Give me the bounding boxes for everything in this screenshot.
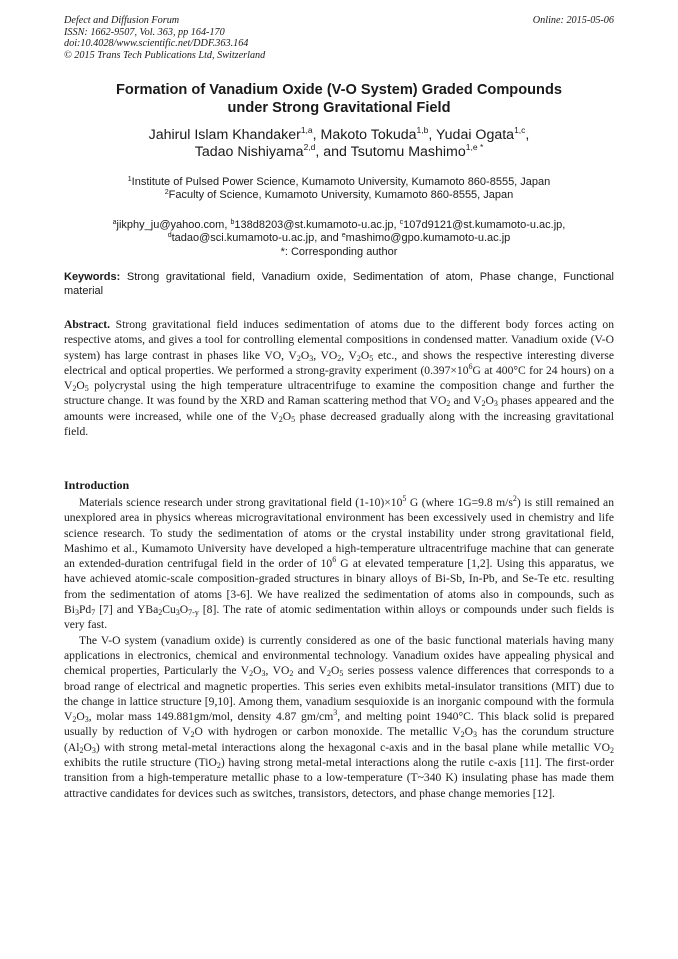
author-separator: , bbox=[525, 127, 530, 143]
abstract bbox=[64, 317, 614, 439]
keywords-text: Strong gravitational field, Vanadium oxide, Sedimentation of atom, Phase change, Functional material bbox=[64, 271, 614, 297]
affiliation-mark: 1 bbox=[127, 176, 132, 183]
paragraph-text: has the corundum structure (Al bbox=[64, 725, 614, 754]
subscript: 2 bbox=[79, 745, 84, 755]
paragraph-text: , and melting point 1940°C. This black solid is prepared usually by reduction of V bbox=[64, 710, 614, 739]
paragraph-text: ) with strong metal-metal interactions along the hexagonal c-axis and in the basal plane while metallic VO bbox=[95, 740, 610, 754]
subscript: 2 bbox=[278, 414, 283, 424]
subscript: 2 bbox=[356, 353, 361, 363]
email-mark: d bbox=[167, 232, 172, 240]
affiliation-mark: 2 bbox=[164, 189, 169, 197]
author-affil-mark: 1,a bbox=[300, 125, 313, 135]
superscript: 5 bbox=[402, 494, 407, 503]
subscript: 5 bbox=[339, 669, 344, 679]
subscript: 2 bbox=[72, 715, 77, 725]
title-line-2: under Strong Gravitational Field bbox=[227, 99, 451, 116]
paragraph-text: O bbox=[179, 603, 189, 617]
subscript: 2 bbox=[446, 399, 451, 409]
subscript: 3 bbox=[74, 608, 79, 618]
abstract-text: O bbox=[76, 379, 85, 393]
author-affil-mark: 1,e * bbox=[465, 142, 484, 153]
paragraph-text: O with hydrogen or carbon monoxide. The metallic V bbox=[194, 725, 461, 739]
subscript: 2 bbox=[481, 399, 486, 409]
email-link[interactable]: tadao@sci.kumamoto-u.ac.jp bbox=[171, 232, 315, 245]
journal-header bbox=[64, 15, 265, 61]
abstract-text: , V bbox=[341, 348, 357, 362]
abstract-text: G at 400°C for 24 hours) on a V bbox=[64, 363, 615, 393]
email-mark: c bbox=[399, 219, 404, 226]
subscript: 5 bbox=[291, 414, 296, 424]
email-mark: e bbox=[341, 232, 346, 240]
author-name: Tsutomu Mashimo bbox=[350, 144, 466, 161]
email-separator: , bbox=[393, 219, 400, 231]
paragraph-text: and V bbox=[293, 664, 328, 678]
title-line-1: Formation of Vanadium Oxide (V-O System) Graded Compounds bbox=[116, 82, 562, 98]
superscript: 6 bbox=[332, 555, 337, 565]
subscript: 7-y bbox=[188, 608, 199, 618]
email-link[interactable]: 138d8203@st.kumamoto-u.ac.jp bbox=[234, 219, 394, 231]
subscript: 5 bbox=[369, 353, 374, 363]
abstract-text: phase decreased gradually along with the increasing gravitational field. bbox=[64, 409, 614, 439]
email-mark: b bbox=[230, 219, 235, 226]
abstract-label: Abstract. bbox=[64, 318, 111, 331]
author-name: Tadao Nishiyama bbox=[194, 144, 304, 161]
journal-issn: ISSN: 1662-9507, Vol. 363, pp 164-170 bbox=[64, 26, 225, 38]
subscript: 3 bbox=[261, 669, 266, 679]
author-affil-mark: 1,c bbox=[514, 125, 526, 135]
paragraph-text: The V-O system (vanadium oxide) is currently considered as one of the basic functional materials having many applications in electronics, chemical and environmental technology. Vanadium oxides have appealing physical and chemical properties, Particularly the V bbox=[64, 633, 614, 678]
paragraph-text: O bbox=[83, 740, 92, 754]
email-mark: a bbox=[112, 219, 117, 226]
subscript: 2 bbox=[158, 608, 163, 618]
author-separator: , bbox=[312, 127, 321, 143]
author-affil-mark: 2,d bbox=[303, 142, 316, 153]
affiliation-2 bbox=[64, 189, 614, 202]
abstract-text: O bbox=[360, 348, 370, 362]
affiliation-text: Institute of Pulsed Power Science, Kumamoto University, Kumamoto 860-8555, Japan bbox=[131, 176, 551, 188]
email-separator: , bbox=[562, 219, 566, 231]
author-line-2 bbox=[64, 144, 614, 161]
abstract-text: O bbox=[485, 394, 494, 408]
subscript: 3 bbox=[493, 399, 498, 409]
abstract-text: phases appeared and the amounts were increased, while one of the V bbox=[64, 394, 614, 423]
subscript: 2 bbox=[216, 761, 221, 771]
abstract-text: O bbox=[300, 348, 310, 362]
author-name: Jahirul Islam Khandaker bbox=[148, 127, 301, 143]
affiliations bbox=[64, 176, 614, 203]
superscript: 3 bbox=[333, 708, 338, 718]
paragraph-text: , VO bbox=[265, 664, 290, 678]
journal-name: Defect and Diffusion Forum bbox=[64, 15, 180, 26]
subscript: 2 bbox=[610, 745, 614, 755]
paragraph-text: O bbox=[331, 664, 340, 678]
paragraph bbox=[64, 633, 614, 801]
paragraph bbox=[64, 495, 614, 633]
keywords bbox=[64, 271, 614, 298]
subscript: 2 bbox=[296, 353, 301, 363]
email-link[interactable]: mashimo@gpo.kumamoto-u.ac.jp bbox=[345, 232, 511, 245]
subscript: 3 bbox=[473, 730, 478, 740]
paragraph-text: exhibits the rutile structure (TiO bbox=[64, 756, 217, 770]
abstract-text: and V bbox=[450, 394, 482, 408]
online-date: Online: 2015-05-06 bbox=[532, 15, 614, 26]
subscript: 5 bbox=[84, 384, 89, 394]
email-line-1 bbox=[64, 219, 614, 232]
superscript: 2 bbox=[512, 494, 517, 503]
keywords-label: Keywords: bbox=[64, 271, 121, 283]
paragraph-text: O bbox=[76, 710, 85, 724]
author-separator: , and bbox=[315, 144, 351, 161]
abstract-text: , VO bbox=[313, 348, 338, 362]
author-line-1 bbox=[64, 127, 614, 144]
paragraph-text: G at elevated temperature [1,2]. Using this apparatus, we have achieved atomic-scale composition-graded structures in binary alloys of Bi-Sb, In-Pb, and Se-Te etc. resulting from the sedimentation of atoms [3-6]. We have realized the sedimentation of atoms also in compounds, such as Bi bbox=[64, 557, 614, 617]
abstract-text: O bbox=[282, 409, 292, 423]
journal-copyright: © 2015 Trans Tech Publications Ltd, Switzerland bbox=[64, 49, 266, 61]
paragraph-text: ) having strong metal-metal interactions along the rutile c-axis [11]. The first-order transition from a high-temperature metallic phase to a low-temperature (T~340 K) insulating phase has made them attractive candidates for devices such as switches, transistors, detectors, and phase change memories [12]. bbox=[64, 756, 614, 800]
subscript: 2 bbox=[72, 384, 77, 394]
superscript: 6 bbox=[468, 361, 473, 371]
author-name: Yudai Ogata bbox=[435, 127, 515, 143]
subscript: 2 bbox=[289, 669, 294, 679]
corresponding-author-note: *: Corresponding author bbox=[280, 245, 398, 258]
paper-title bbox=[64, 82, 614, 117]
email-link[interactable]: 107d9121@st.kumamoto-u.ac.jp bbox=[403, 219, 563, 231]
subscript: 2 bbox=[460, 730, 465, 740]
paragraph-text: Pd bbox=[78, 603, 92, 617]
subscript: 2 bbox=[249, 669, 254, 679]
author-separator: , bbox=[428, 127, 436, 143]
section-heading-introduction: Introduction bbox=[64, 478, 130, 492]
affiliation-1 bbox=[64, 176, 614, 189]
paragraph-text: G (where 1G=9.8 m/s bbox=[406, 496, 513, 509]
subscript: 2 bbox=[327, 669, 332, 679]
subscript: 3 bbox=[175, 608, 180, 618]
journal-doi: doi:10.4028/www.scientific.net/DDF.363.164 bbox=[64, 38, 249, 50]
email-separator: , bbox=[224, 219, 231, 231]
email-link[interactable]: jikphy_ju@yahoo.com bbox=[116, 219, 225, 231]
introduction-body bbox=[64, 495, 614, 801]
paragraph-text: Materials science research under strong gravitational field (1-10)×10 bbox=[79, 496, 403, 509]
abstract-text: Strong gravitational field induces sedimentation of atoms due to the different body forces acting on respective atoms, and gives a tool for controlling elemental compositions in condensed matter. Vanadium oxide (V-O system) has large contrast in phases like VO, V bbox=[64, 318, 614, 362]
subscript: 7 bbox=[91, 608, 96, 618]
author-list bbox=[64, 127, 614, 162]
author-affil-mark: 1,b bbox=[416, 125, 429, 135]
subscript: 2 bbox=[190, 730, 195, 740]
email-line-2 bbox=[64, 232, 614, 245]
author-emails bbox=[64, 219, 614, 259]
abstract-text: etc., and shows the respective interesting diverse electrical and optical properties. We performed a strong-gravity experiment (0.397×10 bbox=[64, 348, 614, 377]
paragraph-text: [8]. The rate of atomic sedimentation within alloys or compounds under such fields is very fast. bbox=[64, 603, 614, 632]
paragraph-text: [7] and YBa bbox=[95, 603, 159, 617]
subscript: 3 bbox=[84, 715, 89, 725]
paragraph-text: Cu bbox=[162, 603, 176, 617]
email-separator: , and bbox=[314, 232, 342, 245]
paragraph-text: O bbox=[464, 725, 474, 739]
paragraph-text: ) is still remained an unexplored area in physics whereas microgravitational environment has been excessively used in chemistry and life science research. To study the sedimentation of atoms or the crystal instability under strong gravitational field, Mashimo et al., Kumamoto University have developed a high-temperature ultracentrifuge machine that can generate an extended-duration centrifugal field in the order of 10 bbox=[64, 496, 614, 571]
subscript: 2 bbox=[337, 353, 342, 363]
affiliation-text: Faculty of Science, Kumamoto University, Kumamoto 860-8555, Japan bbox=[168, 189, 514, 202]
paragraph-text: O bbox=[253, 664, 262, 678]
subscript: 3 bbox=[309, 353, 314, 363]
author-name: Makoto Tokuda bbox=[320, 127, 417, 143]
subscript: 3 bbox=[91, 745, 96, 755]
paragraph-text: , molar mass 149.881gm/mol, density 4.87 gm/cm bbox=[88, 710, 334, 724]
paragraph-text: series possess valence differences that corresponds to a broad range of electrical and magnetic properties. This series even exhibits metal-insulator transitions (MIT) due to the change in lattice structure [9,10]. Among them, vanadium sesquioxide is an inorganic compound with the formula V bbox=[64, 664, 615, 724]
abstract-text: polycrystal using the high temperature ultracentrifuge to examine the composition change and further the structure change. It was found by the XRD and Raman scattering method that VO bbox=[64, 379, 614, 408]
